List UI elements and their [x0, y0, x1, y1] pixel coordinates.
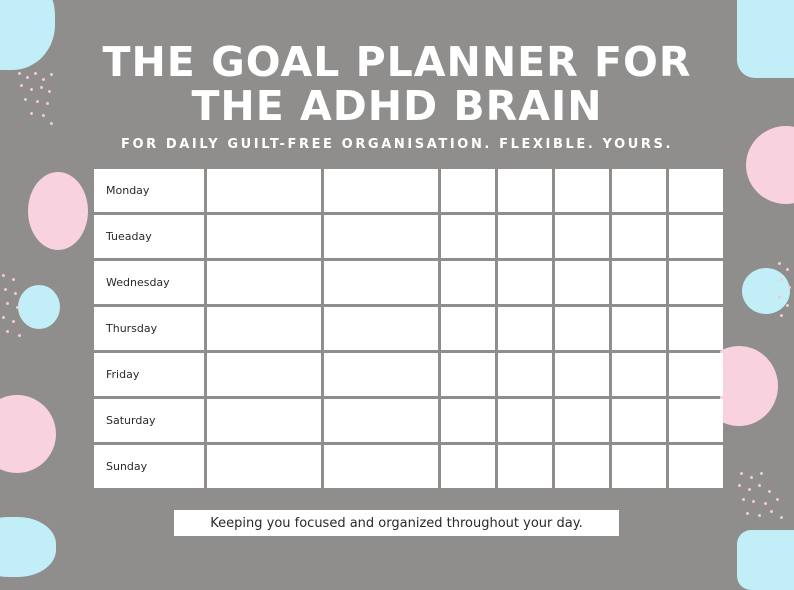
planner-cell[interactable]	[441, 307, 495, 350]
planner-cell[interactable]	[441, 215, 495, 258]
decor-blob-blue-bottom-left	[0, 517, 56, 577]
footer-tagline: Keeping you focused and organized throughout your day.	[174, 510, 619, 536]
planner-cell[interactable]	[207, 353, 321, 396]
planner-cell[interactable]	[555, 261, 609, 304]
planner-cell[interactable]	[441, 399, 495, 442]
planner-cell[interactable]	[498, 261, 552, 304]
planner-cell[interactable]	[324, 215, 438, 258]
planner-cell[interactable]	[669, 445, 723, 488]
day-label: Monday	[94, 169, 204, 212]
planner-cell[interactable]	[669, 261, 723, 304]
title-line-2: THE ADHD BRAIN	[191, 82, 603, 130]
planner-cell[interactable]	[498, 307, 552, 350]
planner-cell[interactable]	[612, 445, 666, 488]
planner-cell[interactable]	[441, 445, 495, 488]
decor-blob-blue-top-left	[0, 0, 55, 70]
planner-cell[interactable]	[207, 261, 321, 304]
page-title	[60, 40, 734, 128]
planner-cell[interactable]	[498, 445, 552, 488]
decor-blob-pink-right	[746, 126, 794, 204]
planner-cell[interactable]	[669, 399, 723, 442]
planner-cell[interactable]	[498, 353, 552, 396]
planner-cell[interactable]	[612, 261, 666, 304]
planner-cell[interactable]	[555, 445, 609, 488]
planner-cell[interactable]	[669, 307, 723, 350]
decor-blob-blue-bottom-right	[737, 530, 794, 590]
planner-cell[interactable]	[207, 399, 321, 442]
day-label: Thursday	[94, 307, 204, 350]
planner-cell[interactable]	[207, 169, 321, 212]
planner-cell[interactable]	[612, 215, 666, 258]
planner-cell[interactable]	[498, 169, 552, 212]
planner-cell[interactable]	[324, 307, 438, 350]
planner-cell[interactable]	[612, 307, 666, 350]
planner-cell[interactable]	[612, 399, 666, 442]
planner-cell[interactable]	[555, 399, 609, 442]
title-line-1: THE GOAL PLANNER FOR	[102, 38, 692, 86]
decor-dots-top-left	[16, 70, 56, 130]
decor-dots-right	[776, 260, 794, 320]
decor-dots-bottom-right	[736, 470, 786, 530]
planner-cell[interactable]	[612, 353, 666, 396]
planner-cell[interactable]	[498, 399, 552, 442]
planner-cell[interactable]	[207, 307, 321, 350]
planner-cell[interactable]	[207, 445, 321, 488]
decor-blob-pink-bottom-left	[0, 395, 56, 473]
planner-cell[interactable]	[669, 169, 723, 212]
planner-grid	[94, 169, 720, 488]
page-subtitle: FOR DAILY GUILT-FREE ORGANISATION. FLEXIBLE. YOURS.	[120, 137, 673, 152]
planner-cell[interactable]	[324, 399, 438, 442]
day-label: Sunday	[94, 445, 204, 488]
planner-cell[interactable]	[324, 353, 438, 396]
decor-blob-pink-left	[28, 172, 88, 250]
day-label: Tueaday	[94, 215, 204, 258]
day-label: Wednesday	[94, 261, 204, 304]
planner-cell[interactable]	[441, 169, 495, 212]
planner-cell[interactable]	[324, 261, 438, 304]
planner-cell[interactable]	[441, 353, 495, 396]
decor-dots-mid-left	[0, 272, 30, 342]
planner-cell[interactable]	[555, 169, 609, 212]
planner-cell[interactable]	[207, 215, 321, 258]
planner-cell[interactable]	[498, 215, 552, 258]
planner-cell[interactable]	[324, 169, 438, 212]
planner-cell[interactable]	[669, 353, 723, 396]
planner-cell[interactable]	[669, 215, 723, 258]
planner-cell[interactable]	[612, 169, 666, 212]
decor-blob-blue-top-right	[737, 0, 794, 78]
planner-cell[interactable]	[555, 215, 609, 258]
planner-cell[interactable]	[441, 261, 495, 304]
planner-cell[interactable]	[555, 353, 609, 396]
planner-cell[interactable]	[555, 307, 609, 350]
day-label: Saturday	[94, 399, 204, 442]
planner-cell[interactable]	[324, 445, 438, 488]
day-label: Friday	[94, 353, 204, 396]
